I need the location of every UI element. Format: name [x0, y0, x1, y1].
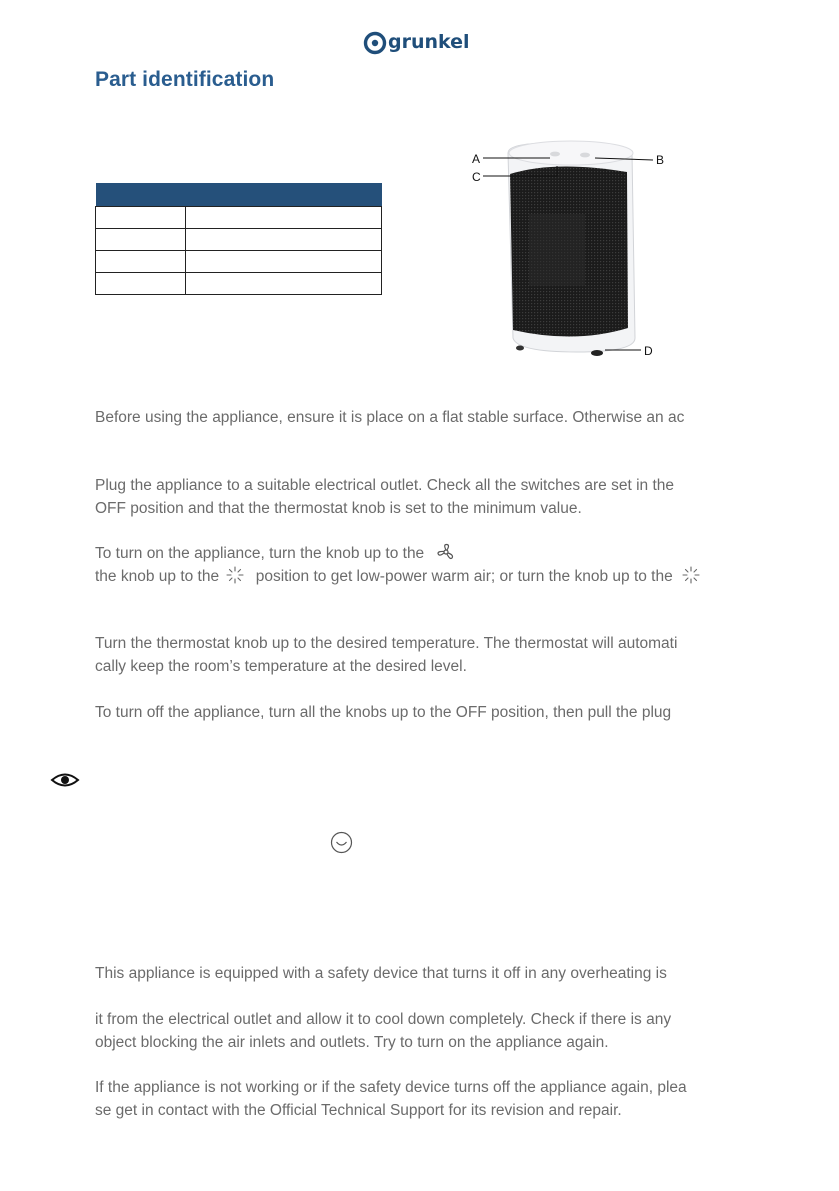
- turn-on-text: To turn on the appliance, turn the knob up to the: [95, 545, 425, 562]
- paragraph-safety-line1: This appliance is equipped with a safety device that turns it off in any overheating is: [95, 965, 667, 982]
- paragraph-safety-line3: object blocking the air inlets and outlets. Try to turn on the appliance again.: [95, 1034, 609, 1051]
- smile-icon: [330, 831, 353, 854]
- table-header-row: [96, 183, 382, 207]
- paragraph-turn-on-line1: [95, 542, 457, 565]
- paragraph-support-line2: se get in contact with the Official Technical Support for its revision and repair.: [95, 1102, 622, 1119]
- paragraph-safety-line2: it from the electrical outlet and allow it to cool down completely. Check if there is any: [95, 1011, 672, 1028]
- callout-label-a: A: [472, 152, 481, 166]
- paragraph-support-line1: If the appliance is not working or if the safety device turns off the appliance again, plea: [95, 1079, 687, 1096]
- sun-icon: [681, 566, 701, 584]
- callout-label-d: D: [644, 344, 653, 358]
- logo-wordmark: grunkel: [388, 31, 470, 53]
- table-header-cell: [96, 183, 186, 207]
- grunkel-logo: [362, 26, 478, 58]
- table-row: [96, 273, 382, 295]
- table-cell: [96, 229, 186, 251]
- knob-low-text: the knob up to the: [95, 568, 220, 585]
- eye-icon: [50, 770, 80, 790]
- paragraph-plug-line1: Plug the appliance to a suitable electrical outlet. Check all the switches are set in the: [95, 477, 674, 494]
- table-cell: [96, 207, 186, 229]
- parts-table: [95, 183, 382, 295]
- paragraph-thermostat-line1: Turn the thermostat knob up to the desired temperature. The thermostat will automati: [95, 635, 678, 652]
- table-row: [96, 229, 382, 251]
- knob-high-text: position to get low-power warm air; or turn the knob up to the: [255, 568, 673, 585]
- table-row: [96, 207, 382, 229]
- table-cell: [96, 273, 186, 295]
- table-cell: [186, 273, 382, 295]
- paragraph-turn-off: To turn off the appliance, turn all the knobs up to the OFF position, then pull the plug: [95, 704, 672, 721]
- table-cell: [186, 229, 382, 251]
- paragraph-surface: Before using the appliance, ensure it is place on a flat stable surface. Otherwise an ac: [95, 409, 685, 426]
- table-row: [96, 251, 382, 273]
- sun-icon: [225, 566, 245, 584]
- section-title: Part identification: [95, 68, 275, 91]
- paragraph-plug-line2: OFF position and that the thermostat knob is set to the minimum value.: [95, 500, 582, 517]
- table-cell: [186, 251, 382, 273]
- callout-label-b: B: [656, 153, 665, 167]
- table-header-cell: [186, 183, 382, 207]
- callout-label-c: C: [472, 170, 481, 184]
- table-cell: [186, 207, 382, 229]
- table-cell: [96, 251, 186, 273]
- paragraph-turn-on-line2: [95, 565, 701, 588]
- heater-illustration: [465, 138, 665, 366]
- paragraph-thermostat-line2: cally keep the room’s temperature at the desired level.: [95, 658, 467, 675]
- fan-icon: [435, 543, 457, 561]
